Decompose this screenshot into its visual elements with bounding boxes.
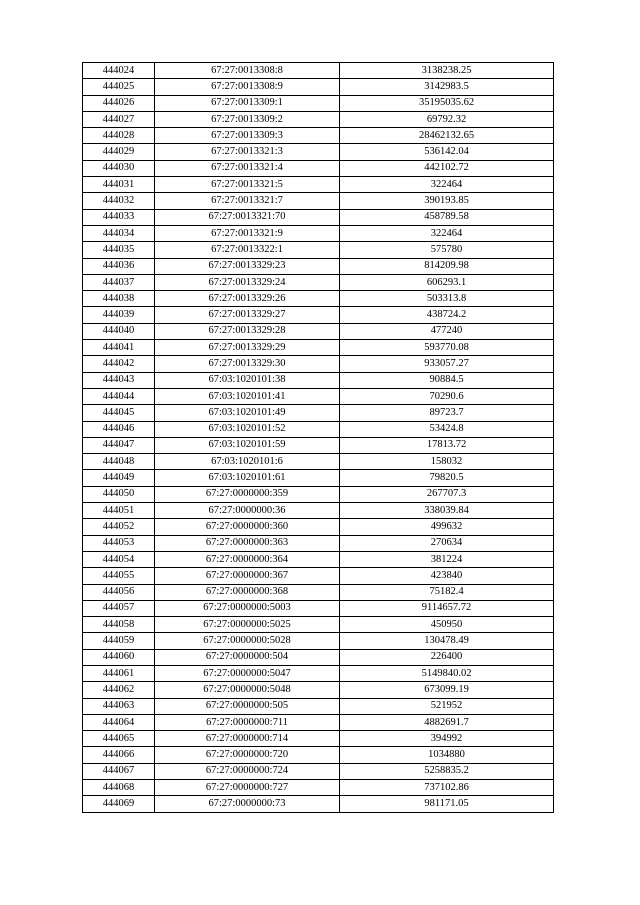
row-number-cell: 444053 bbox=[83, 535, 155, 551]
value-cell: 442102.72 bbox=[340, 160, 554, 176]
cadastral-number-cell: 67:27:0013321:70 bbox=[155, 209, 340, 225]
cadastral-number-cell: 67:27:0013308:8 bbox=[155, 63, 340, 79]
cadastral-number-cell: 67:27:0000000:360 bbox=[155, 519, 340, 535]
cadastral-number-cell: 67:27:0013329:23 bbox=[155, 258, 340, 274]
table-row bbox=[83, 209, 554, 225]
table-row bbox=[83, 470, 554, 486]
table-row bbox=[83, 274, 554, 290]
value-cell: 521952 bbox=[340, 698, 554, 714]
value-cell: 933057.27 bbox=[340, 356, 554, 372]
table-row bbox=[83, 796, 554, 812]
row-number-cell: 444049 bbox=[83, 470, 155, 486]
value-cell: 130478.49 bbox=[340, 633, 554, 649]
cadastral-number-cell: 67:27:0013329:27 bbox=[155, 307, 340, 323]
cadastral-number-cell: 67:27:0013309:3 bbox=[155, 128, 340, 144]
table-row bbox=[83, 291, 554, 307]
row-number-cell: 444031 bbox=[83, 177, 155, 193]
table-row bbox=[83, 307, 554, 323]
table-row bbox=[83, 388, 554, 404]
cadastral-number-cell: 67:27:0013321:5 bbox=[155, 177, 340, 193]
table-row bbox=[83, 242, 554, 258]
value-cell: 3142983.5 bbox=[340, 79, 554, 95]
row-number-cell: 444054 bbox=[83, 551, 155, 567]
row-number-cell: 444051 bbox=[83, 503, 155, 519]
cadastral-number-cell: 67:03:1020101:38 bbox=[155, 372, 340, 388]
value-cell: 593770.08 bbox=[340, 340, 554, 356]
value-cell: 4882691.7 bbox=[340, 714, 554, 730]
table-row bbox=[83, 144, 554, 160]
table-row bbox=[83, 372, 554, 388]
table-row bbox=[83, 780, 554, 796]
row-number-cell: 444040 bbox=[83, 323, 155, 339]
row-number-cell: 444052 bbox=[83, 519, 155, 535]
cadastral-number-cell: 67:27:0013329:30 bbox=[155, 356, 340, 372]
value-cell: 450950 bbox=[340, 617, 554, 633]
table-row bbox=[83, 79, 554, 95]
value-cell: 981171.05 bbox=[340, 796, 554, 812]
value-cell: 322464 bbox=[340, 225, 554, 241]
cadastral-number-cell: 67:27:0000000:724 bbox=[155, 763, 340, 779]
cadastral-number-cell: 67:27:0000000:727 bbox=[155, 780, 340, 796]
value-cell: 5149840.02 bbox=[340, 665, 554, 681]
value-cell: 814209.98 bbox=[340, 258, 554, 274]
value-cell: 503313.8 bbox=[340, 291, 554, 307]
row-number-cell: 444067 bbox=[83, 763, 155, 779]
value-cell: 394992 bbox=[340, 731, 554, 747]
table-row bbox=[83, 437, 554, 453]
cadastral-number-cell: 67:27:0013308:9 bbox=[155, 79, 340, 95]
value-cell: 458789.58 bbox=[340, 209, 554, 225]
cadastral-number-cell: 67:27:0013329:29 bbox=[155, 340, 340, 356]
value-cell: 89723.7 bbox=[340, 405, 554, 421]
table-row bbox=[83, 258, 554, 274]
row-number-cell: 444038 bbox=[83, 291, 155, 307]
value-cell: 499632 bbox=[340, 519, 554, 535]
table-row bbox=[83, 682, 554, 698]
row-number-cell: 444044 bbox=[83, 388, 155, 404]
table-row bbox=[83, 503, 554, 519]
table-row bbox=[83, 193, 554, 209]
table-row bbox=[83, 95, 554, 111]
value-cell: 390193.85 bbox=[340, 193, 554, 209]
table-row bbox=[83, 584, 554, 600]
cadastral-number-cell: 67:27:0000000:5025 bbox=[155, 617, 340, 633]
cadastral-number-cell: 67:03:1020101:52 bbox=[155, 421, 340, 437]
value-cell: 575780 bbox=[340, 242, 554, 258]
cadastral-number-cell: 67:03:1020101:61 bbox=[155, 470, 340, 486]
cadastral-value-table bbox=[82, 62, 554, 813]
row-number-cell: 444045 bbox=[83, 405, 155, 421]
row-number-cell: 444058 bbox=[83, 617, 155, 633]
table-row bbox=[83, 356, 554, 372]
row-number-cell: 444024 bbox=[83, 63, 155, 79]
cadastral-number-cell: 67:27:0013321:4 bbox=[155, 160, 340, 176]
table-row bbox=[83, 747, 554, 763]
value-cell: 536142.04 bbox=[340, 144, 554, 160]
row-number-cell: 444064 bbox=[83, 714, 155, 730]
table-row bbox=[83, 421, 554, 437]
table-row bbox=[83, 405, 554, 421]
cadastral-number-cell: 67:27:0013309:1 bbox=[155, 95, 340, 111]
row-number-cell: 444030 bbox=[83, 160, 155, 176]
table-row bbox=[83, 111, 554, 127]
row-number-cell: 444061 bbox=[83, 665, 155, 681]
value-cell: 3138238.25 bbox=[340, 63, 554, 79]
value-cell: 226400 bbox=[340, 649, 554, 665]
cadastral-number-cell: 67:27:0013329:24 bbox=[155, 274, 340, 290]
row-number-cell: 444033 bbox=[83, 209, 155, 225]
table-row bbox=[83, 731, 554, 747]
cadastral-number-cell: 67:27:0000000:363 bbox=[155, 535, 340, 551]
row-number-cell: 444057 bbox=[83, 600, 155, 616]
row-number-cell: 444059 bbox=[83, 633, 155, 649]
table-row bbox=[83, 225, 554, 241]
row-number-cell: 444066 bbox=[83, 747, 155, 763]
value-cell: 737102.86 bbox=[340, 780, 554, 796]
cadastral-number-cell: 67:03:1020101:41 bbox=[155, 388, 340, 404]
value-cell: 70290.6 bbox=[340, 388, 554, 404]
table-row bbox=[83, 486, 554, 502]
row-number-cell: 444060 bbox=[83, 649, 155, 665]
cadastral-number-cell: 67:27:0013329:26 bbox=[155, 291, 340, 307]
table-row bbox=[83, 177, 554, 193]
value-cell: 9114657.72 bbox=[340, 600, 554, 616]
value-cell: 90884.5 bbox=[340, 372, 554, 388]
value-cell: 5258835.2 bbox=[340, 763, 554, 779]
value-cell: 35195035.62 bbox=[340, 95, 554, 111]
cadastral-number-cell: 67:27:0000000:5048 bbox=[155, 682, 340, 698]
row-number-cell: 444032 bbox=[83, 193, 155, 209]
cadastral-number-cell: 67:27:0013321:7 bbox=[155, 193, 340, 209]
cadastral-number-cell: 67:27:0013309:2 bbox=[155, 111, 340, 127]
value-cell: 69792.32 bbox=[340, 111, 554, 127]
cadastral-number-cell: 67:03:1020101:59 bbox=[155, 437, 340, 453]
row-number-cell: 444035 bbox=[83, 242, 155, 258]
row-number-cell: 444055 bbox=[83, 568, 155, 584]
table-row bbox=[83, 63, 554, 79]
value-cell: 381224 bbox=[340, 551, 554, 567]
row-number-cell: 444028 bbox=[83, 128, 155, 144]
table-row bbox=[83, 633, 554, 649]
value-cell: 477240 bbox=[340, 323, 554, 339]
table-row bbox=[83, 568, 554, 584]
cadastral-number-cell: 67:27:0000000:367 bbox=[155, 568, 340, 584]
row-number-cell: 444027 bbox=[83, 111, 155, 127]
table-row bbox=[83, 617, 554, 633]
value-cell: 79820.5 bbox=[340, 470, 554, 486]
table-row bbox=[83, 323, 554, 339]
value-cell: 158032 bbox=[340, 454, 554, 470]
row-number-cell: 444065 bbox=[83, 731, 155, 747]
row-number-cell: 444069 bbox=[83, 796, 155, 812]
cadastral-number-cell: 67:27:0000000:364 bbox=[155, 551, 340, 567]
cadastral-number-cell: 67:27:0000000:505 bbox=[155, 698, 340, 714]
value-cell: 1034880 bbox=[340, 747, 554, 763]
row-number-cell: 444050 bbox=[83, 486, 155, 502]
cadastral-number-cell: 67:27:0000000:359 bbox=[155, 486, 340, 502]
value-cell: 17813.72 bbox=[340, 437, 554, 453]
table-row bbox=[83, 340, 554, 356]
row-number-cell: 444043 bbox=[83, 372, 155, 388]
table-row bbox=[83, 665, 554, 681]
cadastral-number-cell: 67:27:0000000:5047 bbox=[155, 665, 340, 681]
table-row bbox=[83, 649, 554, 665]
row-number-cell: 444036 bbox=[83, 258, 155, 274]
table-row bbox=[83, 763, 554, 779]
table-body bbox=[83, 63, 554, 813]
cadastral-number-cell: 67:27:0000000:714 bbox=[155, 731, 340, 747]
value-cell: 673099.19 bbox=[340, 682, 554, 698]
row-number-cell: 444041 bbox=[83, 340, 155, 356]
cadastral-number-cell: 67:27:0000000:73 bbox=[155, 796, 340, 812]
value-cell: 338039.84 bbox=[340, 503, 554, 519]
cadastral-number-cell: 67:27:0000000:711 bbox=[155, 714, 340, 730]
row-number-cell: 444042 bbox=[83, 356, 155, 372]
row-number-cell: 444063 bbox=[83, 698, 155, 714]
row-number-cell: 444046 bbox=[83, 421, 155, 437]
cadastral-number-cell: 67:27:0013321:3 bbox=[155, 144, 340, 160]
cadastral-number-cell: 67:27:0013329:28 bbox=[155, 323, 340, 339]
row-number-cell: 444056 bbox=[83, 584, 155, 600]
table-row bbox=[83, 535, 554, 551]
value-cell: 75182.4 bbox=[340, 584, 554, 600]
row-number-cell: 444068 bbox=[83, 780, 155, 796]
cadastral-number-cell: 67:27:0013321:9 bbox=[155, 225, 340, 241]
cadastral-number-cell: 67:27:0000000:36 bbox=[155, 503, 340, 519]
table-row bbox=[83, 714, 554, 730]
row-number-cell: 444047 bbox=[83, 437, 155, 453]
value-cell: 438724.2 bbox=[340, 307, 554, 323]
value-cell: 606293.1 bbox=[340, 274, 554, 290]
cadastral-number-cell: 67:27:0000000:368 bbox=[155, 584, 340, 600]
row-number-cell: 444048 bbox=[83, 454, 155, 470]
row-number-cell: 444034 bbox=[83, 225, 155, 241]
value-cell: 53424.8 bbox=[340, 421, 554, 437]
value-cell: 267707.3 bbox=[340, 486, 554, 502]
value-cell: 28462132.65 bbox=[340, 128, 554, 144]
table-row bbox=[83, 519, 554, 535]
row-number-cell: 444037 bbox=[83, 274, 155, 290]
cadastral-number-cell: 67:27:0000000:5003 bbox=[155, 600, 340, 616]
value-cell: 322464 bbox=[340, 177, 554, 193]
cadastral-number-cell: 67:03:1020101:49 bbox=[155, 405, 340, 421]
table-row bbox=[83, 600, 554, 616]
cadastral-number-cell: 67:27:0000000:504 bbox=[155, 649, 340, 665]
cadastral-number-cell: 67:27:0013322:1 bbox=[155, 242, 340, 258]
table-row bbox=[83, 698, 554, 714]
value-cell: 270634 bbox=[340, 535, 554, 551]
row-number-cell: 444026 bbox=[83, 95, 155, 111]
cadastral-number-cell: 67:03:1020101:6 bbox=[155, 454, 340, 470]
cadastral-number-cell: 67:27:0000000:720 bbox=[155, 747, 340, 763]
row-number-cell: 444029 bbox=[83, 144, 155, 160]
row-number-cell: 444062 bbox=[83, 682, 155, 698]
table-row bbox=[83, 128, 554, 144]
table-row bbox=[83, 160, 554, 176]
table-row bbox=[83, 551, 554, 567]
value-cell: 423840 bbox=[340, 568, 554, 584]
row-number-cell: 444025 bbox=[83, 79, 155, 95]
cadastral-number-cell: 67:27:0000000:5028 bbox=[155, 633, 340, 649]
table-row bbox=[83, 454, 554, 470]
row-number-cell: 444039 bbox=[83, 307, 155, 323]
